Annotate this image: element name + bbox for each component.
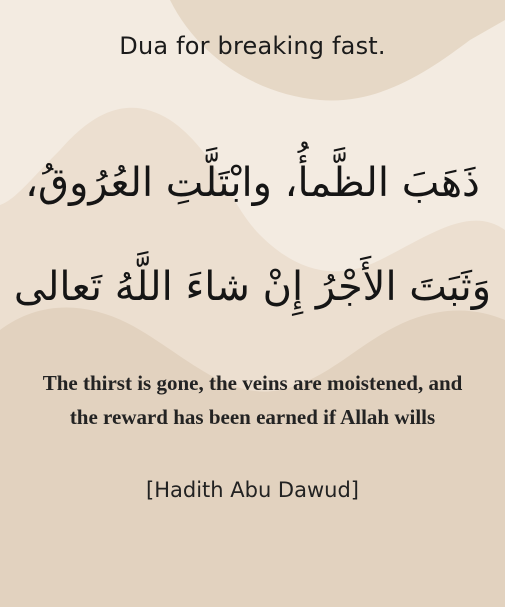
arabic-dua-line-1: ذَهَبَ الظَّمأُ، وابْتَلَّتِ العُرُوقُ، xyxy=(25,160,480,206)
translation-line-2: the reward has been earned if Allah wills xyxy=(69,405,436,429)
page-title: Dua for breaking fast. xyxy=(119,32,386,60)
translation-line-1: The thirst is gone, the veins are moistened, and xyxy=(42,371,463,395)
background-shape-dark xyxy=(0,308,505,607)
hadith-source: [Hadith Abu Dawud] xyxy=(146,478,359,502)
arabic-dua-line-2: وَثَبَتَ الأَجْرُ إِنْ شاءَ اللَّهُ تَعالى xyxy=(13,264,492,310)
